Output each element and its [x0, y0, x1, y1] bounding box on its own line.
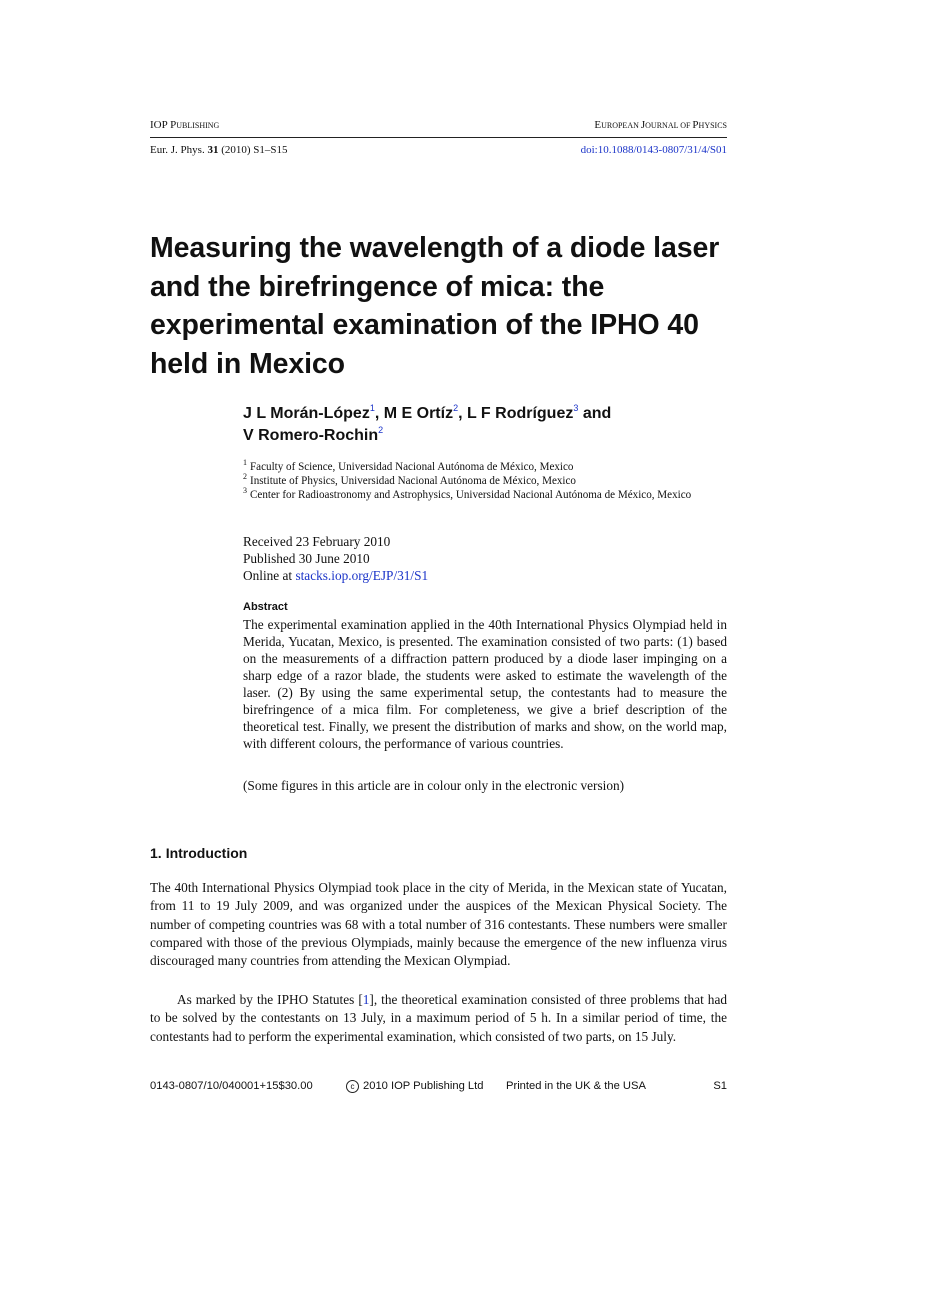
author: V Romero-Rochin$^2$ [243, 425, 384, 444]
affiliation-ref[interactable]: 2 [378, 425, 384, 435]
section-title: Introduction [165, 845, 248, 861]
affiliation-list [243, 460, 727, 502]
reference-link[interactable]: 1 [362, 992, 370, 1007]
journal-name: EUROPEAN JOURNAL OF PHYSICS [594, 119, 727, 131]
author: M E Ortíz$^2$, [383, 403, 467, 422]
affiliation: $^3$ Center for Radioastronomy and Astrophysics, Universidad Nacional Autónoma de México, Mexico [243, 486, 692, 501]
header-rule [150, 137, 727, 138]
abstract-heading: Abstract [243, 601, 288, 613]
abstract-text: The experimental examination applied in the 40th International Physics Olympiad held in Merida, Yucatan, Mexico, is presented. The examination consisted of two parts: (1) based on the measurements of a diffraction pattern produced by a diode laser impinging on a sharp edge of a razor blade, the students were asked to estimate the wavelength of the laser. (2) By using the same experimental setup, the contestants had to measure the birefringence of a mica film. For completeness, we give a brief description of the theoretical test. Finally, we present the distribution of marks and show, on the world map, with different colours, the performance of various countries. [243, 617, 727, 751]
online-url-link[interactable]: stacks.iop.org/EJP/31/S1 [295, 568, 429, 583]
author: J L Morán-López$^1$, [243, 403, 384, 422]
colour-note: (Some figures in this article are in colour only in the electronic version) [243, 778, 625, 793]
page-footer [150, 1080, 727, 1093]
doi-link[interactable]: doi:10.1088/0143-0807/31/4/S01 [580, 144, 727, 156]
author-list [243, 403, 727, 447]
author: L F Rodríguez$^3$ and [466, 403, 612, 422]
header-row-top [150, 115, 727, 133]
published-date: Published 30 June 2010 [243, 551, 370, 566]
body-paragraph: As marked by the IPHO Statutes [1], the theoretical examination consisted of three problems that had to be solved by the contestants on 13 July, in a maximum period of 5 h. In a similar period of time, the contestants had to perform the experimental examination, which consisted of two parts, on 15 July. [150, 992, 727, 1044]
copyright: c 2010 IOP Publishing Ltd [346, 1080, 506, 1093]
online-line: Online at stacks.iop.org/EJP/31/S1 [243, 568, 429, 583]
section-number: 1. [150, 845, 162, 861]
page-number: S1 [713, 1080, 727, 1092]
header-row-bottom [150, 144, 727, 156]
article-code: 0143-0807/10/040001+15$30.00 [150, 1080, 313, 1092]
affiliation-ref[interactable]: 3 [573, 403, 579, 413]
citation: Eur. J. Phys. 31 (2010) S1–S15 [150, 144, 288, 156]
section-heading [150, 845, 251, 861]
affiliation-ref[interactable]: 1 [369, 403, 375, 413]
publisher-name: IOP PUBLISHING [150, 119, 220, 131]
body-paragraph: The 40th International Physics Olympiad took place in the city of Merida, in the Mexican state of Yucatan, from 11 to 19 July 2009, and was organized under the auspices of the Mexican Physical Society. The number of competing countries was 68 with a total number of 316 contestants. These numbers were smaller compared with those of the previous Olympiads, mainly because the emergence of the new influenza virus discouraged many countries from attending the Mexican Olympiad. [150, 880, 727, 969]
printed-note: Printed in the UK & the USA [506, 1080, 646, 1092]
running-header [150, 115, 727, 156]
publication-dates [243, 533, 727, 584]
copyright-icon: c [346, 1080, 359, 1093]
affiliation: $^1$ Faculty of Science, Universidad Nacional Autónoma de México, Mexico [243, 458, 574, 473]
received-date: Received 23 February 2010 [243, 534, 391, 549]
affiliation-ref[interactable]: 2 [453, 403, 459, 413]
affiliation: $^2$ Institute of Physics, Universidad Nacional Autónoma de México, Mexico [243, 472, 576, 487]
paper-title: Measuring the wavelength of a diode laser and the birefringence of mica: the experimental examination of the IPHO 40 held in Mexico [150, 232, 720, 380]
